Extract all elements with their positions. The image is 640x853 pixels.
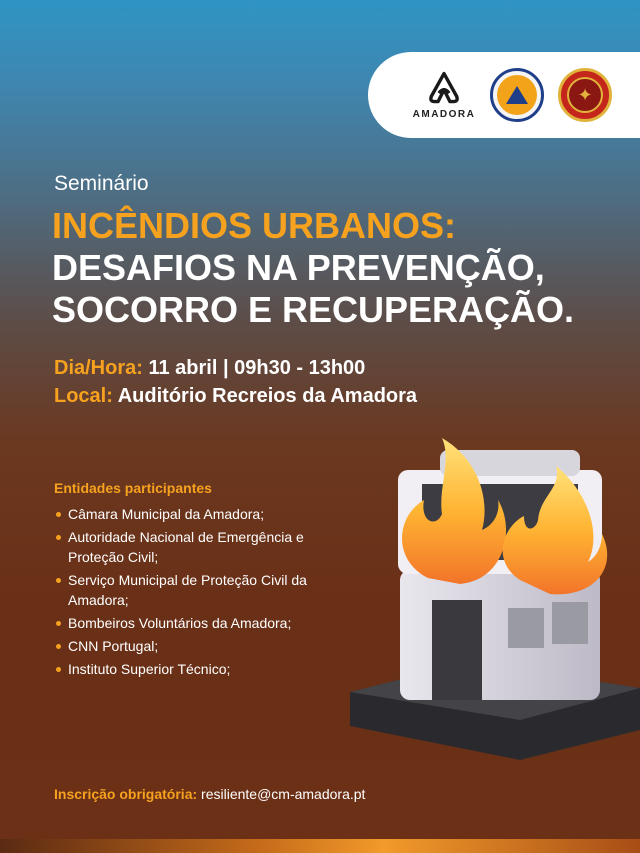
date-label: Dia/Hora:: [54, 357, 143, 379]
place-value: Auditório Recreios da Amadora: [117, 385, 418, 407]
registration-email[interactable]: resiliente@cm-amadora.pt: [201, 786, 366, 802]
date-row: [54, 354, 417, 382]
place-row: [54, 382, 417, 410]
amadora-wordmark: AMADORA: [412, 108, 476, 120]
place-label: Local:: [54, 385, 113, 407]
title-line-3: SOCORRO E RECUPERAÇÃO.: [52, 289, 575, 330]
registration-footer: [54, 786, 365, 802]
title-line-2: DESAFIOS NA PREVENÇÃO,: [52, 247, 545, 288]
list-item: Instituto Superior Técnico;: [54, 659, 314, 679]
registration-label: Inscrição obrigatória:: [54, 786, 198, 802]
list-item: Câmara Municipal da Amadora;: [54, 504, 314, 524]
title-line-1: INCÊNDIOS URBANOS:: [52, 205, 457, 246]
list-item: Serviço Municipal de Proteção Civil da Amadora;: [54, 570, 314, 610]
bottom-strip: [0, 839, 640, 853]
list-item: CNN Portugal;: [54, 636, 314, 656]
logo-bar: [368, 52, 640, 138]
date-value: 11 abril | 09h30 - 13h00: [148, 357, 366, 379]
list-item: Bombeiros Voluntários da Amadora;: [54, 613, 314, 633]
entities-title: Entidades participantes: [54, 480, 212, 496]
list-item: Autoridade Nacional de Emergência e Proteção Civil;: [54, 527, 314, 567]
eyebrow: Seminário: [54, 172, 149, 195]
amadora-logo: [412, 71, 476, 120]
entities-list: [54, 504, 314, 682]
bombeiros-seal-icon: ✦: [558, 68, 612, 122]
burning-building-illustration: [340, 430, 640, 770]
protecao-civil-seal-icon: [490, 68, 544, 122]
amadora-icon: [427, 71, 461, 105]
event-details: [54, 354, 417, 410]
page-title: [52, 205, 574, 331]
